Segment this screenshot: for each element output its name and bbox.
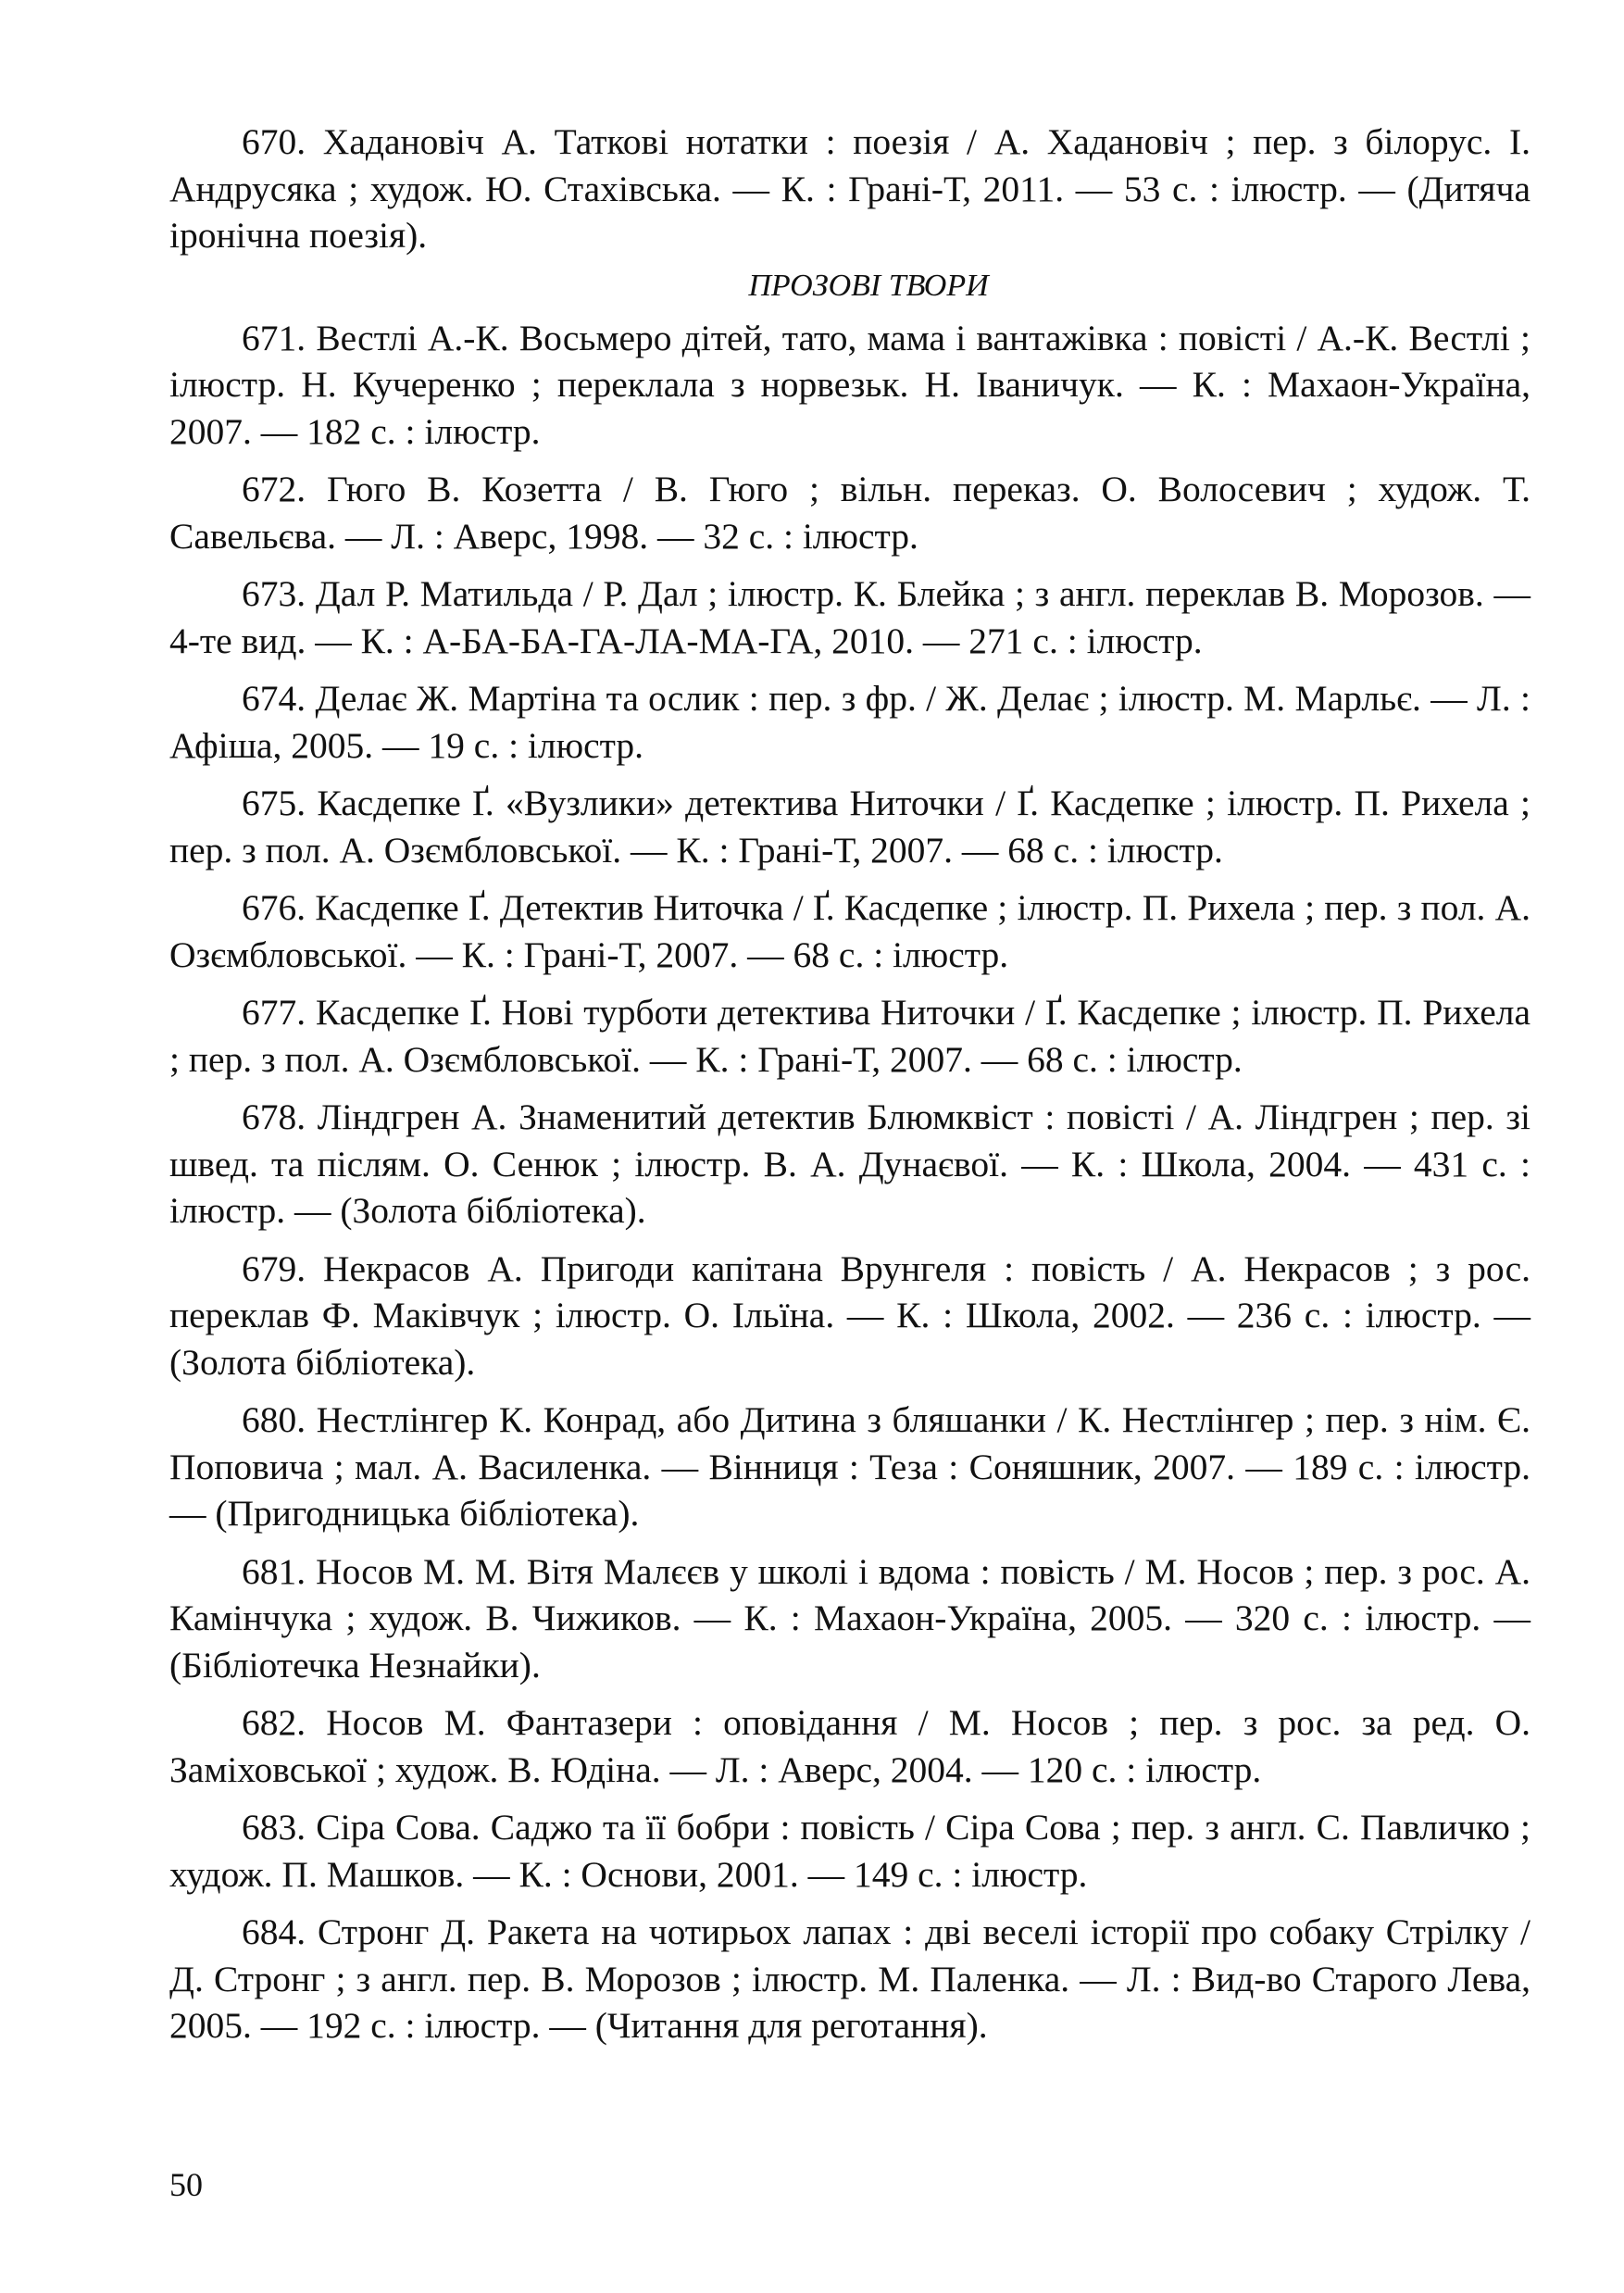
entry-672: 672. Гюго В. Козетта / В. Гюго ; вільн. переказ. О. Волосевич ; худож. Т. Савельєва. — Л. : Аверс, 1998. — 32 с. : ілюстр. [169,469,1530,557]
entry-684: 684. Стронг Д. Ракета на чотирьох лапах : дві веселі історії про собаку Стрілку / Д. Стронг ; з англ. пер. В. Морозов ; ілюстр. М. Паленка. — Л. : Вид-во Старого Лева, 2005. — 192 с. : ілюстр. — (Читання для реготання). [169,1911,1530,2046]
page-body [169,119,1530,2061]
section-heading: ПРОЗОВІ ТВОРИ [748,268,989,303]
entry-678: 678. Ліндгрен А. Знаменитий детектив Блюмквіст : повісті / А. Ліндгрен ; пер. зі швед. та післям. О. Сенюк ; ілюстр. В. А. Дунаєвої. — К. : Школа, 2004. — 431 с. : ілюстр. — (Золота бібліотека). [169,1096,1530,1231]
entry-677: 677. Касдепке Ґ. Нові турботи детектива Ниточки / Ґ. Касдепке ; ілюстр. П. Рихела ; пер. з пол. А. Озємбловської. — К. : Грані-Т, 2007. — 68 с. : ілюстр. [169,992,1530,1080]
entry-673: 673. Дал Р. Матильда / Р. Дал ; ілюстр. К. Блейка ; з англ. переклав В. Морозов. — 4-те вид. — К. : А-БА-БА-ГА-ЛА-МА-ГА, 2010. — 271 с. : ілюстр. [169,573,1530,661]
entry-680: 680. Нестлінгер К. Конрад, або Дитина з бляшанки / К. Нестлінгер ; пер. з нім. Є. Поповича ; мал. А. Василенка. — Вінниця : Теза : Соняшник, 2007. — 189 с. : ілюстр. — (Пригодницька бібліотека). [169,1399,1530,1534]
entry-676: 676. Касдепке Ґ. Детектив Ниточка / Ґ. Касдепке ; ілюстр. П. Рихела ; пер. з пол. А. Озємбловської. — К. : Грані-Т, 2007. — 68 с. : ілюстр. [169,887,1530,975]
entry-671: 671. Вестлі А.-К. Восьмеро дітей, тато, мама і вантажівка : повісті / А.-К. Вестлі ; ілюстр. Н. Кучеренко ; переклала з норвезьк. Н. Іваничук. — К. : Махаон-Україна, 2007. — 182 с. : ілюстр. [169,317,1530,452]
entry-670: 670. Хадановіч А. Таткові нотатки : поезія / А. Хадановіч ; пер. з білорус. І. Андрусяка ; худож. Ю. Стахівська. — К. : Грані-Т, 2011. — 53 с. : ілюстр. — (Дитяча іронічна поезія). [169,121,1530,256]
entry-675: 675. Касдепке Ґ. «Вузлики» детектива Ниточки / Ґ. Касдепке ; ілюстр. П. Рихела ; пер. з пол. А. Озємбловської. — К. : Грані-Т, 2007. — 68 с. : ілюстр. [169,783,1530,871]
page-number: 50 [169,2166,203,2203]
entry-683: 683. Сіра Сова. Саджо та її бобри : повість / Сіра Сова ; пер. з англ. С. Павличко ; худож. П. Машков. — К. : Основи, 2001. — 149 с. : ілюстр. [169,1807,1530,1895]
entry-679: 679. Некрасов А. Пригоди капітана Врунгеля : повість / А. Некрасов ; з рос. переклав Ф. Маківчук ; ілюстр. О. Ільїна. — К. : Школа, 2002. — 236 с. : ілюстр. — (Золота бібліотека). [169,1247,1530,1383]
entry-681: 681. Носов М. М. Вітя Малєєв у школі і вдома : повість / М. Носов ; пер. з рос. А. Камінчука ; худож. В. Чижиков. — К. : Махаон-Україна, 2005. — 320 с. : ілюстр. — (Бібліотечка Незнайки). [169,1550,1530,1685]
entry-674: 674. Делає Ж. Мартіна та ослик : пер. з фр. / Ж. Делає ; ілюстр. М. Марльє. — Л. : Афіша, 2005. — 19 с. : ілюстр. [169,678,1530,766]
entry-682: 682. Носов М. Фантазери : оповідання / М. Носов ; пер. з рос. за ред. О. Заміховської ; худож. В. Юдіна. — Л. : Аверс, 2004. — 120 с. : ілюстр. [169,1702,1530,1790]
